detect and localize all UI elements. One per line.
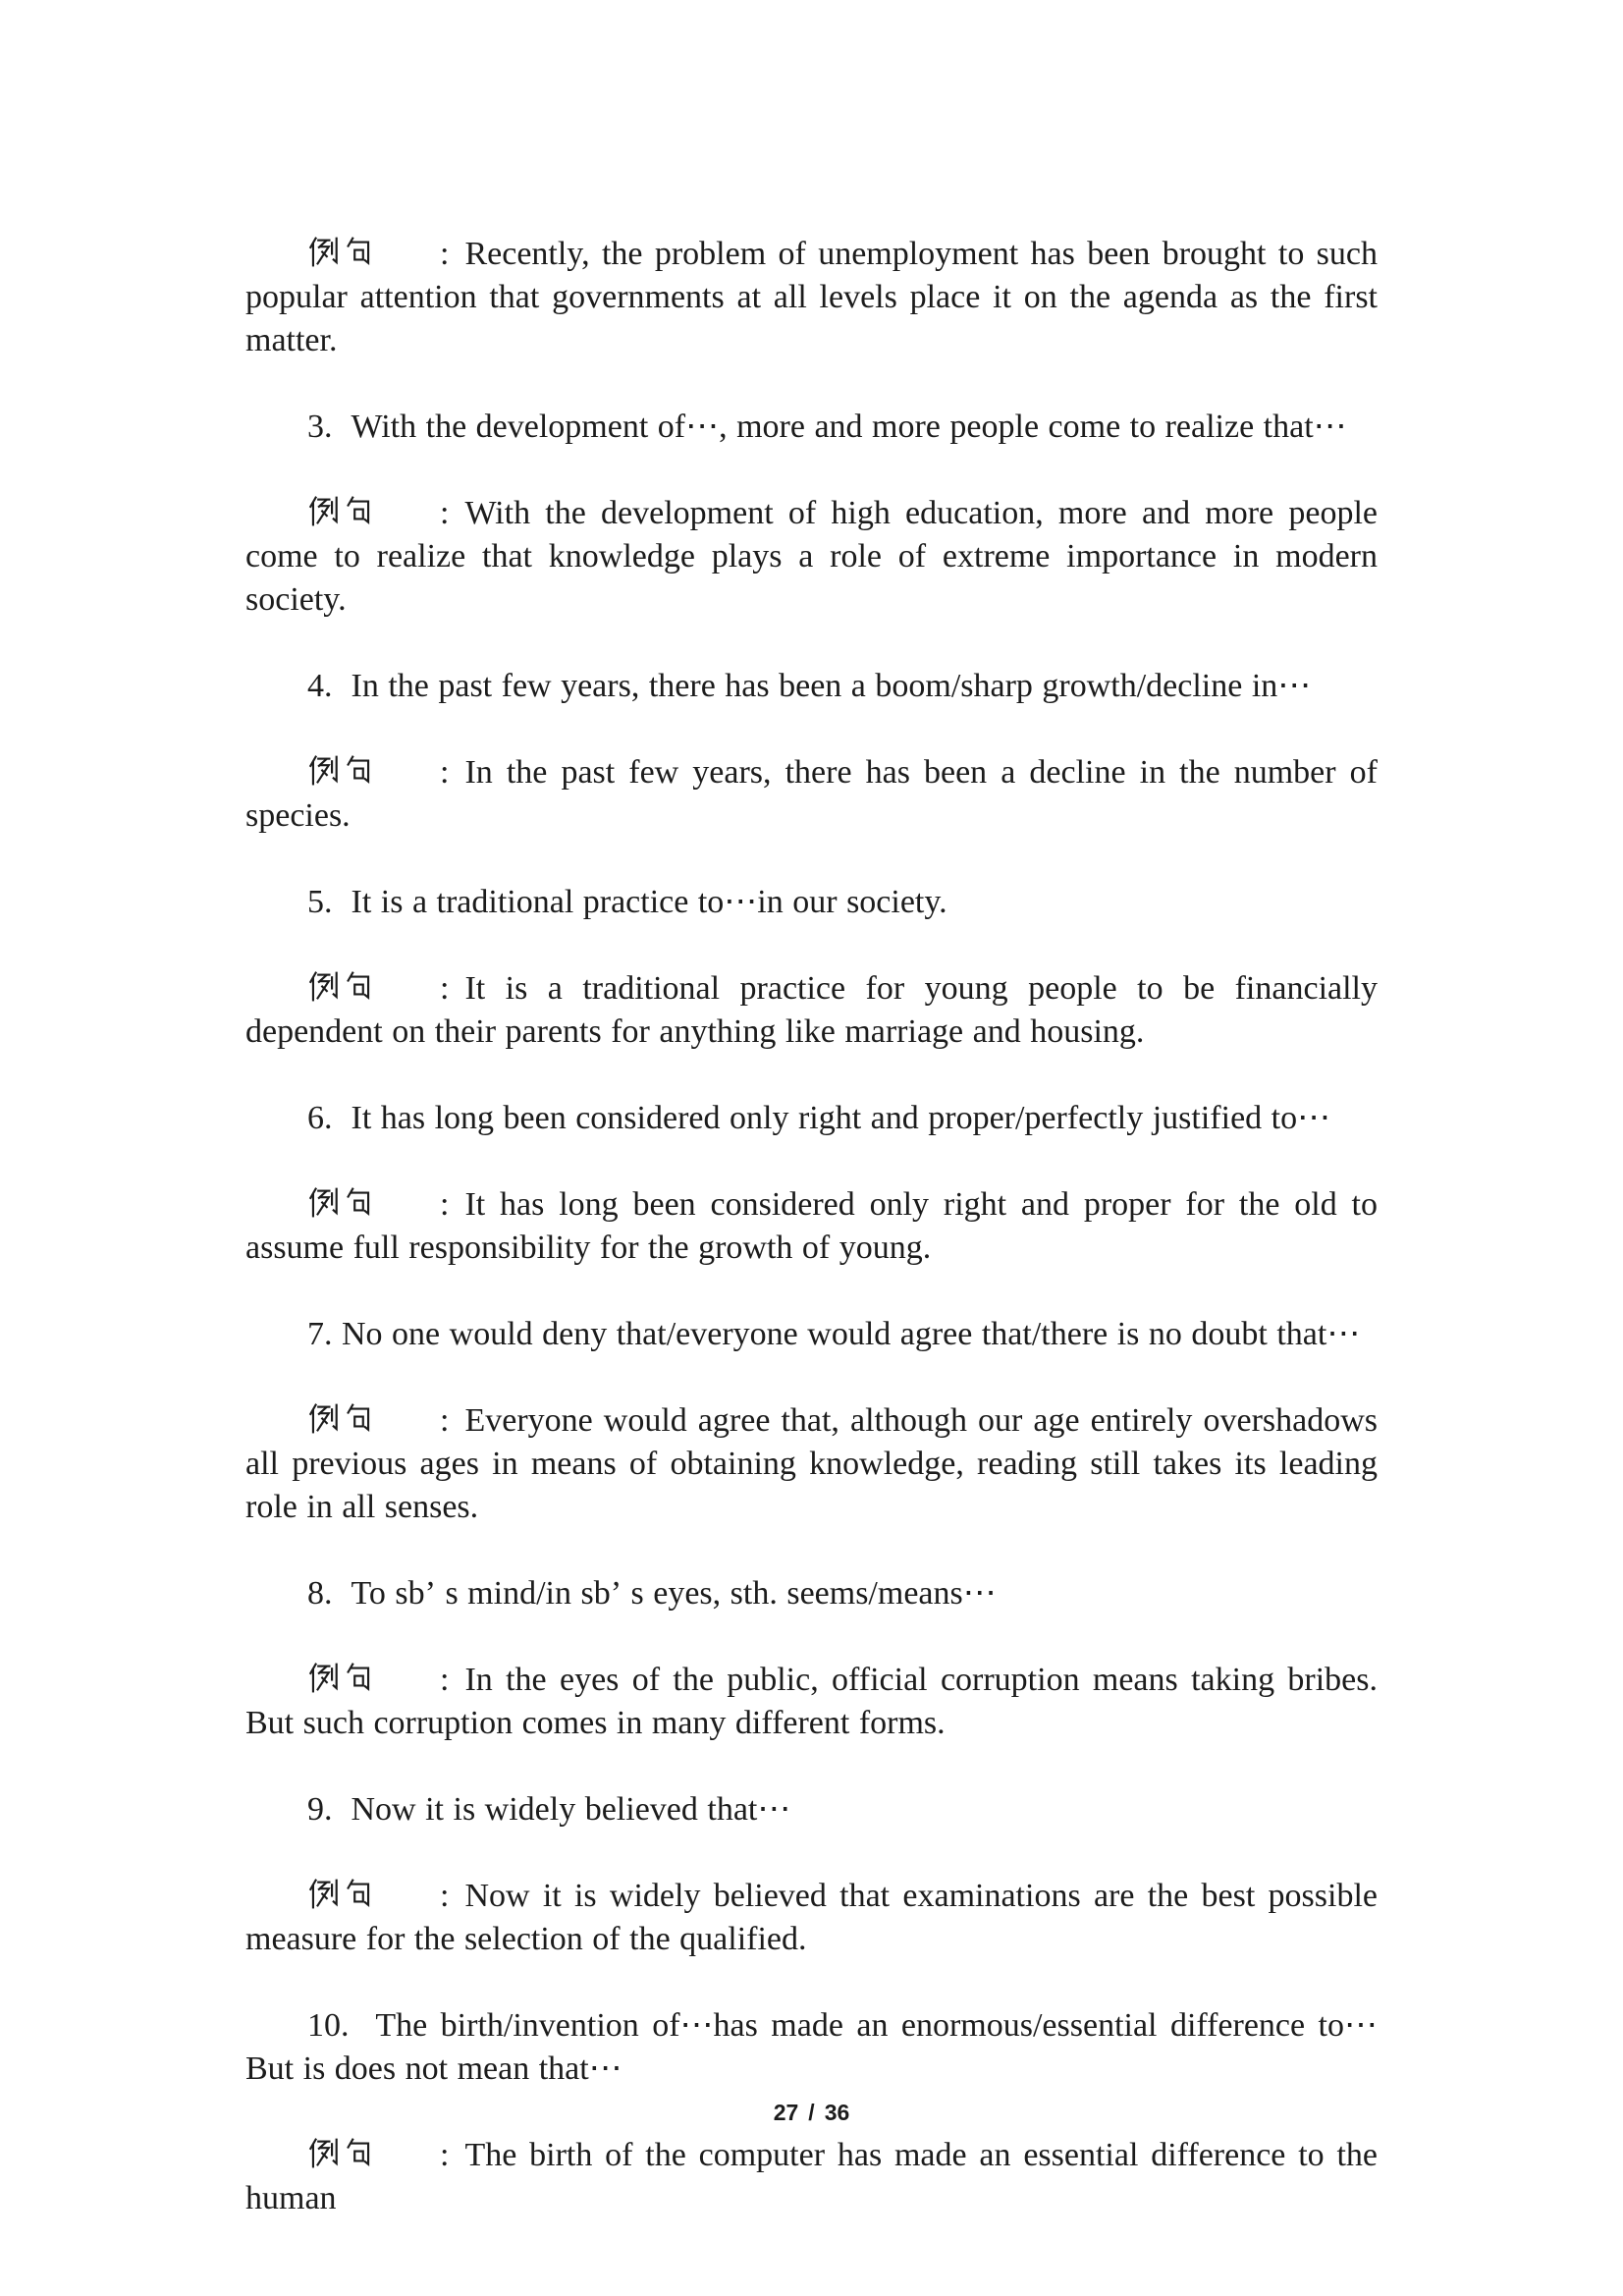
paragraph-text: With the development of high education, more and more people come to realize that knowledge plays a role of extreme importance in modern society. [245,495,1378,618]
paragraph-text: 3. With the development of⋯, more and more people come to realize that⋯ [307,409,1347,445]
page-number-current: 27 [773,2100,799,2125]
li-char-icon [307,754,340,787]
liju-colon: : [440,970,450,1007]
liju-label [307,970,464,1007]
ju-char-icon [342,2137,374,2169]
liju-colon: : [440,495,450,531]
point-paragraph [245,1313,1378,1356]
liju-colon: : [440,754,450,791]
ju-char-icon [342,1186,374,1219]
li-char-icon [307,1186,340,1219]
ju-char-icon [342,1662,374,1694]
liju-colon: : [440,236,450,272]
paragraph-text: 10. The birth/invention of⋯has made an enormous/essential difference to⋯ But is does not mean that⋯ [245,2007,1378,2087]
example-paragraph [245,967,1378,1054]
liju-label [307,2137,464,2173]
paragraph-text: In the past few years, there has been a decline in the number of species. [245,754,1378,834]
example-paragraph [245,1659,1378,1745]
liju-label [307,1878,464,1914]
liju-colon: : [440,1662,450,1698]
example-paragraph [245,751,1378,838]
example-paragraph [245,1399,1378,1529]
page-number [0,2100,1623,2126]
point-paragraph [245,1572,1378,1615]
paragraph-text: 9. Now it is widely believed that⋯ [307,1791,791,1828]
li-char-icon [307,970,340,1003]
example-paragraph [245,1183,1378,1270]
li-char-icon [307,1878,340,1910]
ju-char-icon [342,236,374,268]
paragraph-text: 4. In the past few years, there has been a boom/sharp growth/decline in⋯ [307,668,1312,704]
liju-label [307,1186,464,1223]
point-paragraph [245,406,1378,449]
paragraph-text: In the eyes of the public, official corruption means taking bribes. But such corruption comes in many different forms. [245,1662,1378,1741]
li-char-icon [307,1402,340,1435]
point-paragraph [245,1097,1378,1140]
example-paragraph [245,492,1378,622]
paragraph-text: Recently, the problem of unemployment has been brought to such popular attention that governments at all levels place it on the agenda as the first matter. [245,236,1378,358]
liju-colon: : [440,1402,450,1439]
liju-label [307,1402,464,1439]
paragraph-text: 8. To sb’ s mind/in sb’ s eyes, sth. seems/means⋯ [307,1575,997,1612]
liju-colon: : [440,2137,450,2173]
paragraph-text: Everyone would agree that, although our age entirely overshadows all previous ages in means of obtaining knowledge, reading still takes its leading role in all senses. [245,1402,1378,1525]
ju-char-icon [342,495,374,527]
ju-char-icon [342,754,374,787]
page-number-total: 36 [824,2100,850,2125]
ju-char-icon [342,1402,374,1435]
paragraph-text: 5. It is a traditional practice to⋯in our society. [307,884,947,920]
liju-label [307,495,464,531]
liju-colon: : [440,1878,450,1914]
point-paragraph [245,881,1378,924]
document-body [245,0,1378,2220]
li-char-icon [307,2137,340,2169]
li-char-icon [307,1662,340,1694]
paragraph-text: Now it is widely believed that examinations are the best possible measure for the selection of the qualified. [245,1878,1378,1957]
point-paragraph [245,1788,1378,1831]
paragraph-text: 7. No one would deny that/everyone would agree that/there is no doubt that⋯ [307,1316,1361,1352]
liju-label [307,236,464,272]
point-paragraph [245,665,1378,708]
paragraph-text: It has long been considered only right and proper for the old to assume full responsibility for the growth of young. [245,1186,1378,1266]
li-char-icon [307,495,340,527]
liju-colon: : [440,1186,450,1223]
li-char-icon [307,236,340,268]
example-paragraph [245,233,1378,362]
liju-label [307,1662,464,1698]
ju-char-icon [342,970,374,1003]
example-paragraph [245,1875,1378,1961]
paragraph-text: It is a traditional practice for young people to be financially dependent on their parents for anything like marriage and housing. [245,970,1378,1050]
point-paragraph [245,2004,1378,2091]
ju-char-icon [342,1878,374,1910]
paragraph-text: The birth of the computer has made an essential difference to the human [245,2137,1378,2216]
page-number-separator: / [808,2100,815,2125]
paragraph-text: 6. It has long been considered only right and proper/perfectly justified to⋯ [307,1100,1331,1136]
example-paragraph [245,2134,1378,2220]
liju-label [307,754,464,791]
